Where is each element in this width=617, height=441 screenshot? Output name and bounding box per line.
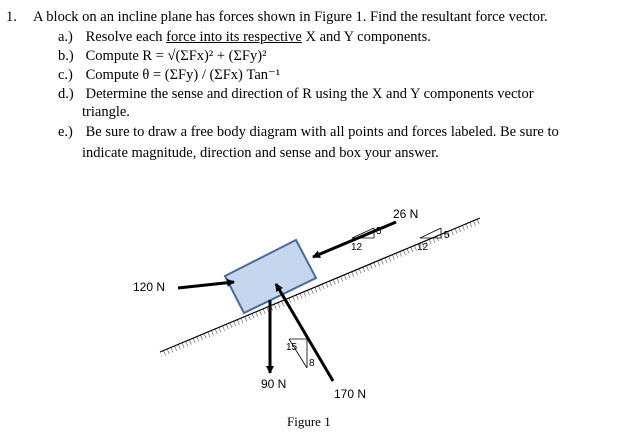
figure-1-diagram [0, 160, 617, 441]
part-b-text: Compute R = √(ΣFx)² + (ΣFy)² [85, 48, 267, 64]
question-stem: A block on an incline plane has forces shown in Figure 1. Find the resultant force vector. [33, 9, 548, 25]
force-26n-label: 26 N [393, 207, 419, 221]
incline-slope-rise: 5 [376, 226, 382, 237]
force-26n-slope-rise: 5 [444, 230, 450, 241]
part-label: b.) [58, 48, 74, 64]
force-26n-slope-run: 12 [417, 242, 429, 253]
question-number: 1. [6, 9, 17, 25]
force-170n-arrow [276, 284, 333, 381]
force-90n-label: 90 N [261, 377, 287, 391]
part-a-text-post: X and Y components. [301, 29, 431, 45]
force-120n-label: 120 N [133, 280, 166, 294]
part-e-continuation: indicate magnitude, direction and sense and box your answer. [82, 145, 439, 161]
part-e [58, 123, 559, 141]
part-label: c.) [58, 67, 73, 83]
part-d-continuation: triangle. [82, 104, 130, 120]
part-label: e.) [58, 124, 73, 140]
part-d [58, 85, 534, 103]
part-a-text-underlined: force into its respective [166, 29, 302, 45]
part-label: d.) [58, 86, 74, 102]
part-a-text-pre: Resolve each [85, 29, 167, 45]
part-d-text: Determine the sense and direction of R using the X and Y components vector [85, 86, 534, 102]
figure-caption: Figure 1 [287, 414, 331, 429]
incline-slope-run: 12 [351, 242, 363, 253]
part-label: a.) [58, 29, 73, 45]
part-e-text: Be sure to draw a free body diagram with all points and forces labeled. Be sure to [85, 124, 559, 140]
part-c [58, 66, 280, 84]
incline-plane [160, 218, 482, 357]
part-c-text: Compute θ = (ΣFy) / (ΣFx) Tan⁻¹ [85, 67, 281, 83]
force-170n-slope-a: 15 [286, 342, 298, 353]
force-120n-arrow [178, 282, 234, 288]
part-a [58, 28, 431, 46]
part-b [58, 47, 266, 65]
force-170n-slope-b: 8 [309, 358, 315, 369]
force-170n-label: 170 N [334, 387, 367, 401]
